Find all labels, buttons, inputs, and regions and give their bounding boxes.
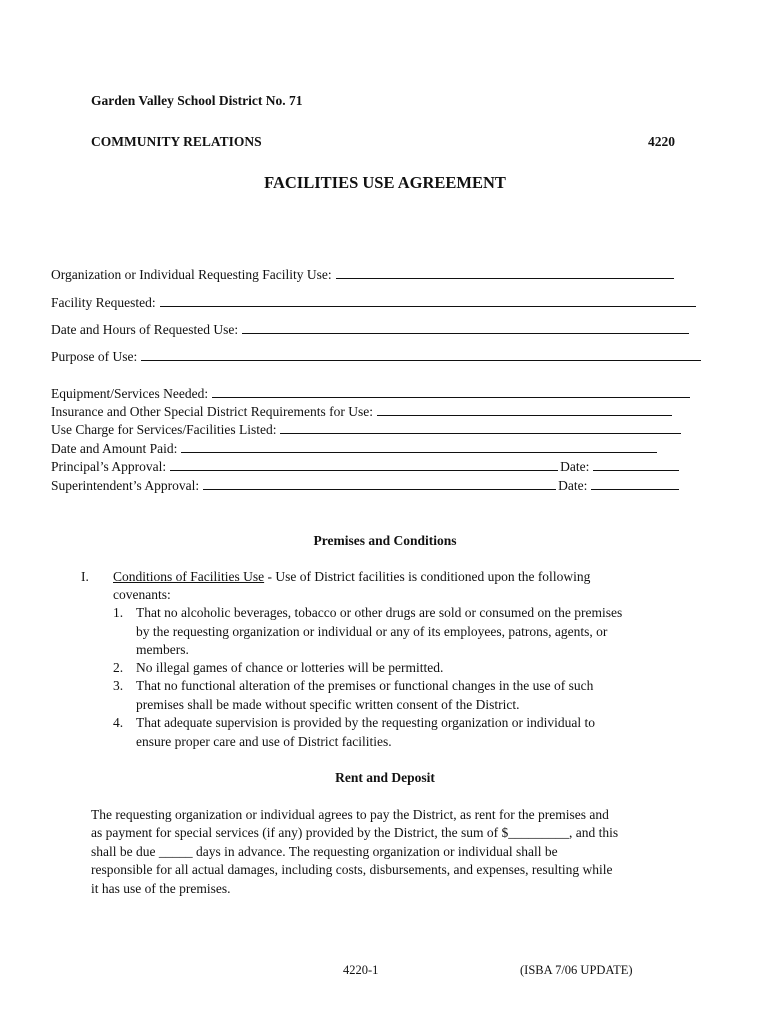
page-number: 4220-1 [343,963,379,977]
date-blank[interactable] [593,459,679,471]
field-blank[interactable] [203,478,556,490]
field-blank[interactable] [170,459,558,471]
conditions-subheading: Conditions of Facilities Use [113,569,265,584]
date-blank[interactable] [591,478,679,490]
roman-numeral: I. [81,569,89,584]
rent-heading: Rent and Deposit [335,770,435,785]
item-text: That adequate supervision is provided by the requesting organization or individual to [136,715,596,730]
item-number: 3. [113,678,124,693]
field-use-charge[interactable] [51,422,681,438]
item-number: 4. [113,715,124,730]
field-date-amount[interactable] [51,441,657,457]
item-text: premises shall be made without specific written consent of the District. [136,697,520,712]
item-text: members. [136,642,189,657]
field-label: Purpose of Use: [51,349,138,364]
item-number: 1. [113,605,124,620]
premises-heading: Premises and Conditions [313,533,457,548]
date-label: Date: [558,478,588,493]
field-blank[interactable] [212,386,690,398]
field-label: Equipment/Services Needed: [51,386,209,401]
field-label: Principal’s Approval: [51,459,167,474]
date-label: Date: [560,459,590,474]
field-blank[interactable] [377,404,672,416]
field-label: Date and Hours of Requested Use: [51,322,239,337]
field-insurance[interactable] [51,404,672,420]
field-blank[interactable] [141,349,701,361]
conditions-intro-text: - Use of District facilities is conditioned upon the following [264,569,591,584]
field-label: Organization or Individual Requesting Facility Use: [51,267,332,282]
field-purpose[interactable] [51,349,701,365]
district-name: Garden Valley School District No. 71 [91,93,303,108]
update-note: (ISBA 7/06 UPDATE) [520,963,633,977]
conditions-intro-line2: covenants: [113,587,171,602]
item-text: That no alcoholic beverages, tobacco or other drugs are sold or consumed on the premises [136,605,623,620]
page-title: FACILITIES USE AGREEMENT [264,173,506,192]
field-date-hours[interactable] [51,322,689,338]
item-text: That no functional alteration of the premises or functional changes in the use of such [136,678,594,693]
field-label: Insurance and Other Special District Requirements for Use: [51,404,374,419]
policy-number: 4220 [648,134,675,149]
field-equipment[interactable] [51,386,690,402]
item-text: by the requesting organization or individual or any of its employees, patrons, agents, or [136,624,608,639]
field-blank[interactable] [336,267,674,279]
item-text: ensure proper care and use of District facilities. [136,734,392,749]
section-name: COMMUNITY RELATIONS [91,134,262,149]
rent-text: The requesting organization or individual agrees to pay the District, as rent for the premises and [91,807,609,822]
field-label: Superintendent’s Approval: [51,478,200,493]
field-principal-approval[interactable] [51,459,679,475]
field-label: Facility Requested: [51,295,156,310]
field-blank[interactable] [242,322,689,334]
field-blank[interactable] [280,422,681,434]
field-blank[interactable] [160,295,696,307]
rent-text: responsible for all actual damages, including costs, disbursements, and expenses, resulting while [91,862,613,877]
field-label: Date and Amount Paid: [51,441,178,456]
field-organization[interactable] [51,267,674,283]
rent-text: shall be due _____ days in advance. The requesting organization or individual shall be [91,844,558,859]
field-label: Use Charge for Services/Facilities Listed: [51,422,277,437]
rent-text: as payment for special services (if any) provided by the District, the sum of $_________, and this [91,825,619,840]
field-superintendent-approval[interactable] [51,478,679,494]
rent-text: it has use of the premises. [91,881,231,896]
field-facility[interactable] [51,295,696,311]
conditions-intro [113,569,590,585]
field-blank[interactable] [181,441,657,453]
item-number: 2. [113,660,124,675]
item-text: No illegal games of chance or lotteries will be permitted. [136,660,444,675]
